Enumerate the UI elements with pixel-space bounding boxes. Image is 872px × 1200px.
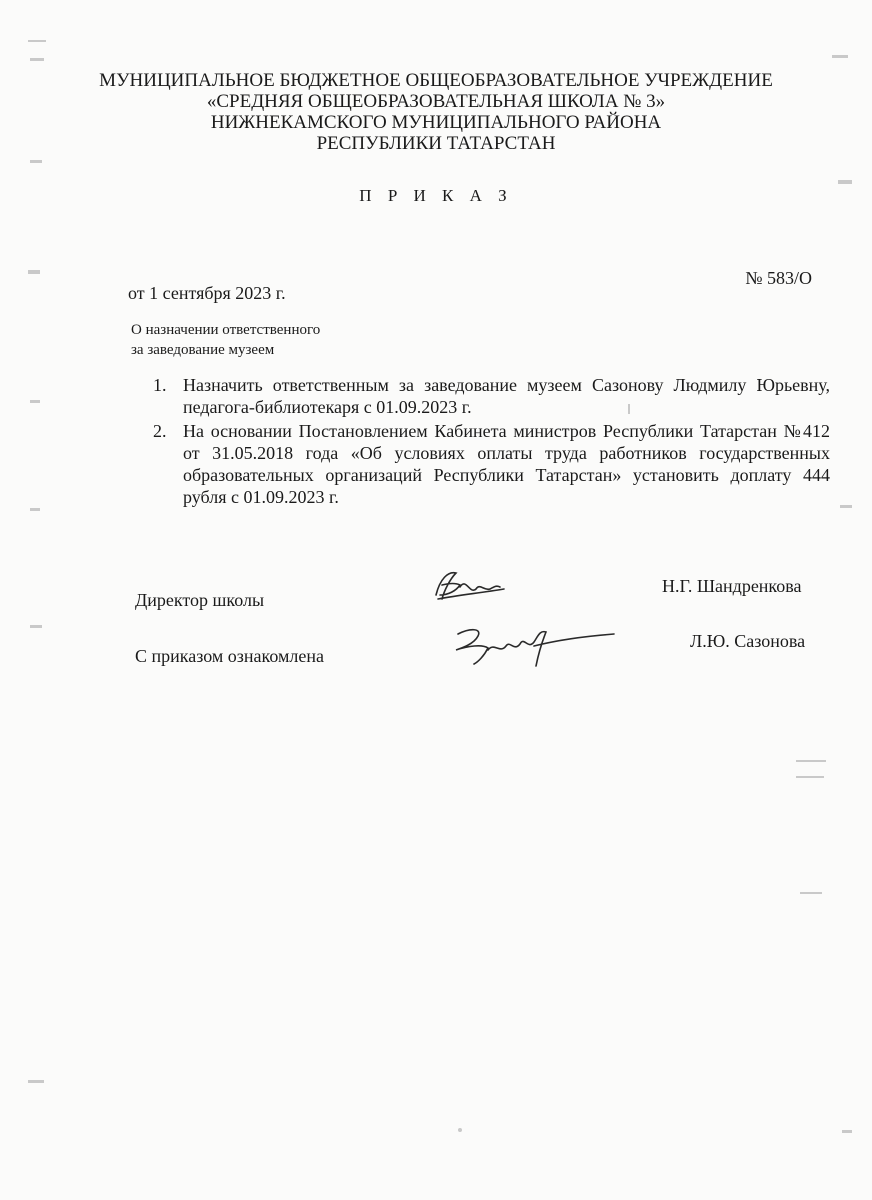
organization-header [60, 70, 812, 154]
scan-noise [28, 1080, 44, 1083]
scan-noise [30, 400, 40, 403]
scan-noise [800, 892, 822, 894]
scan-noise [28, 40, 46, 42]
director-role: Директор школы [135, 590, 265, 610]
acknowledgement-role: С приказом ознакомлена [135, 646, 324, 666]
item-text: На основании Постановлением Кабинета министров Республики Татарстан №412 от 31.05.2018 года «Об условиях оплаты труда работников государственных образовательных организаций Республики Татарстан» установить доплату 444 рубля с 01.09.2023 г. [183, 421, 830, 507]
scan-noise [842, 1130, 852, 1133]
scan-noise [458, 1128, 462, 1132]
item-number: 1. [153, 375, 167, 395]
order-item [153, 420, 830, 508]
scan-noise [628, 404, 630, 414]
item-text: Назначить ответственным за заведование музеем Сазонову Людмилу Юрьевну, педагога-библиотекаря с 01.09.2023 г. [183, 375, 830, 417]
scan-noise [796, 776, 824, 778]
acknowledgement-signature-image [448, 620, 618, 672]
order-date: от 1 сентября 2023 г. [128, 283, 286, 303]
subject-line: О назначении ответственного [131, 322, 321, 338]
document-title: П Р И К А З [359, 186, 513, 205]
scan-noise [832, 55, 848, 58]
director-signature-image [430, 565, 520, 607]
acknowledgement-name: Л.Ю. Сазонова [690, 631, 806, 651]
subject-line: за заведование музеем [131, 342, 275, 358]
order-subject [131, 320, 320, 360]
header-line: РЕСПУБЛИКИ ТАТАРСТАН [316, 133, 556, 154]
scan-noise [30, 508, 40, 511]
order-item [153, 374, 830, 418]
item-number: 2. [153, 421, 167, 441]
scan-noise [796, 760, 826, 762]
scan-noise [28, 270, 40, 274]
header-line: НИЖНЕКАМСКОГО МУНИЦИПАЛЬНОГО РАЙОНА [210, 112, 662, 133]
header-line: МУНИЦИПАЛЬНОЕ БЮДЖЕТНОЕ ОБЩЕОБРАЗОВАТЕЛЬНОЕ УЧРЕЖДЕНИЕ [99, 70, 773, 91]
order-items [153, 374, 830, 510]
scan-noise [30, 58, 44, 61]
scan-noise [838, 180, 852, 184]
scan-noise [840, 505, 852, 508]
scan-noise [30, 160, 42, 163]
header-line: «СРЕДНЯЯ ОБЩЕОБРАЗОВАТЕЛЬНАЯ ШКОЛА № 3» [206, 91, 666, 112]
order-number: № 583/О [745, 268, 812, 288]
scan-noise [30, 625, 42, 628]
director-name: Н.Г. Шандренкова [662, 576, 802, 596]
